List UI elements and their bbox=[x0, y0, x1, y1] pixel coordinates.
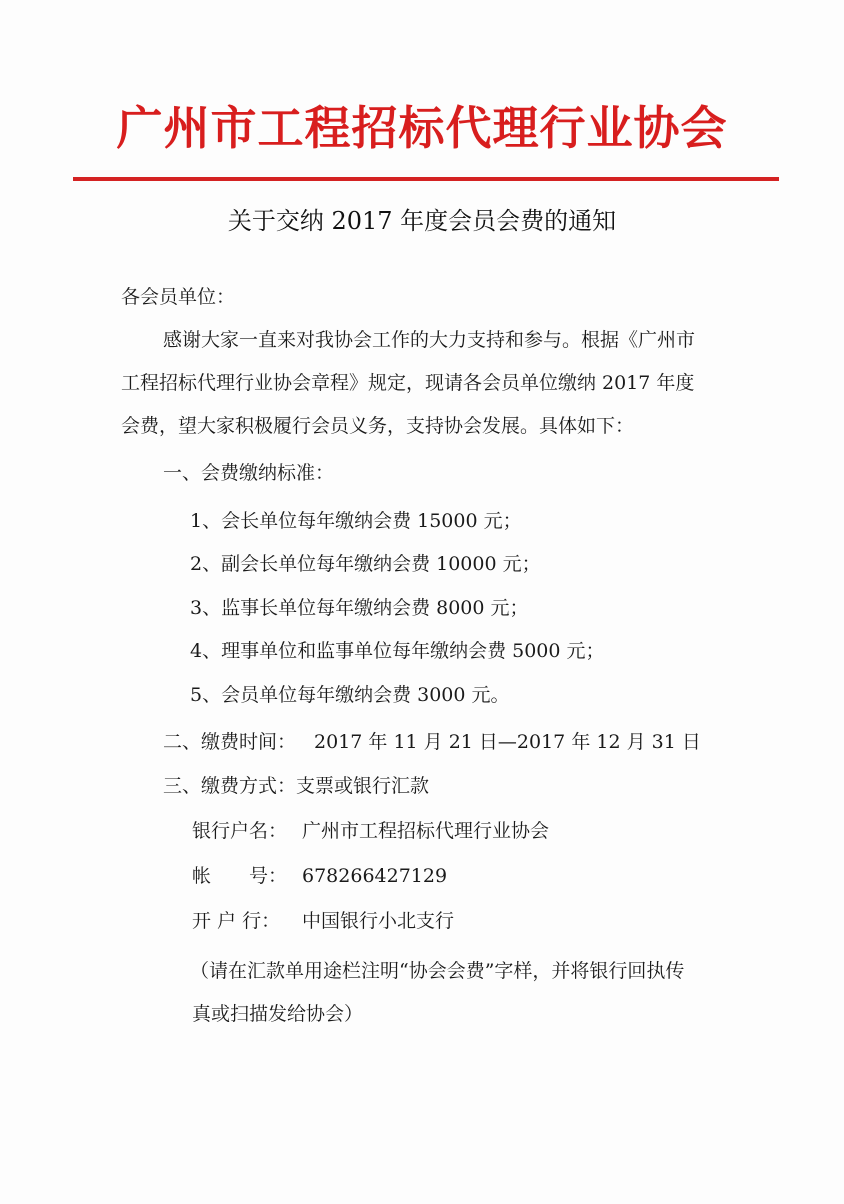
remittance-note-line-1: （请在汇款单用途栏注明“协会会费”字样，并将银行回执传 bbox=[190, 960, 685, 982]
section-3-heading: 三、缴费方式：支票或银行汇款 bbox=[163, 775, 430, 797]
payment-time-label: 二、缴费时间： bbox=[163, 731, 297, 753]
intro-line-1: 感谢大家一直来对我协会工作的大力支持和参与。根据《广州市 bbox=[163, 329, 696, 351]
bank-name-row bbox=[192, 817, 549, 845]
fee-item-1: 1、会长单位每年缴纳会费 15000 元； bbox=[190, 510, 522, 532]
fee-item-2: 2、副会长单位每年缴纳会费 10000 元； bbox=[190, 553, 541, 575]
branch-row bbox=[192, 907, 454, 935]
letterhead-divider bbox=[73, 177, 779, 181]
bank-name-value: 广州市工程招标代理行业协会 bbox=[302, 820, 550, 842]
fee-item-4: 4、理事单位和监事单位每年缴纳会费 5000 元； bbox=[190, 640, 605, 662]
section-2-payment-time bbox=[163, 728, 701, 756]
remittance-note-line-2: 真或扫描发给协会） bbox=[192, 1003, 364, 1025]
salutation: 各会员单位： bbox=[121, 286, 236, 308]
account-row bbox=[192, 862, 447, 890]
fee-item-3: 3、监事长单位每年缴纳会费 8000 元； bbox=[190, 597, 529, 619]
organization-letterhead: 广州市工程招标代理行业协会 bbox=[116, 101, 728, 155]
intro-line-3: 会费，望大家积极履行会员义务，支持协会发展。具体如下： bbox=[121, 415, 635, 437]
account-label: 帐 号： bbox=[192, 865, 288, 887]
notice-title: 关于交纳 2017 年度会员会费的通知 bbox=[227, 207, 617, 235]
payment-time-value: 2017 年 11 月 21 日—2017 年 12 月 31 日 bbox=[314, 731, 701, 753]
fee-item-5: 5、会员单位每年缴纳会费 3000 元。 bbox=[190, 684, 510, 706]
branch-label: 开 户 行： bbox=[192, 910, 281, 932]
intro-line-2: 工程招标代理行业协会章程》规定，现请各会员单位缴纳 2017 年度 bbox=[121, 372, 695, 394]
branch-value: 中国银行小北支行 bbox=[302, 910, 455, 932]
account-value: 678266427129 bbox=[302, 865, 448, 887]
section-1-heading: 一、会费缴纳标准： bbox=[163, 462, 335, 484]
bank-name-label: 银行户名： bbox=[192, 820, 288, 842]
